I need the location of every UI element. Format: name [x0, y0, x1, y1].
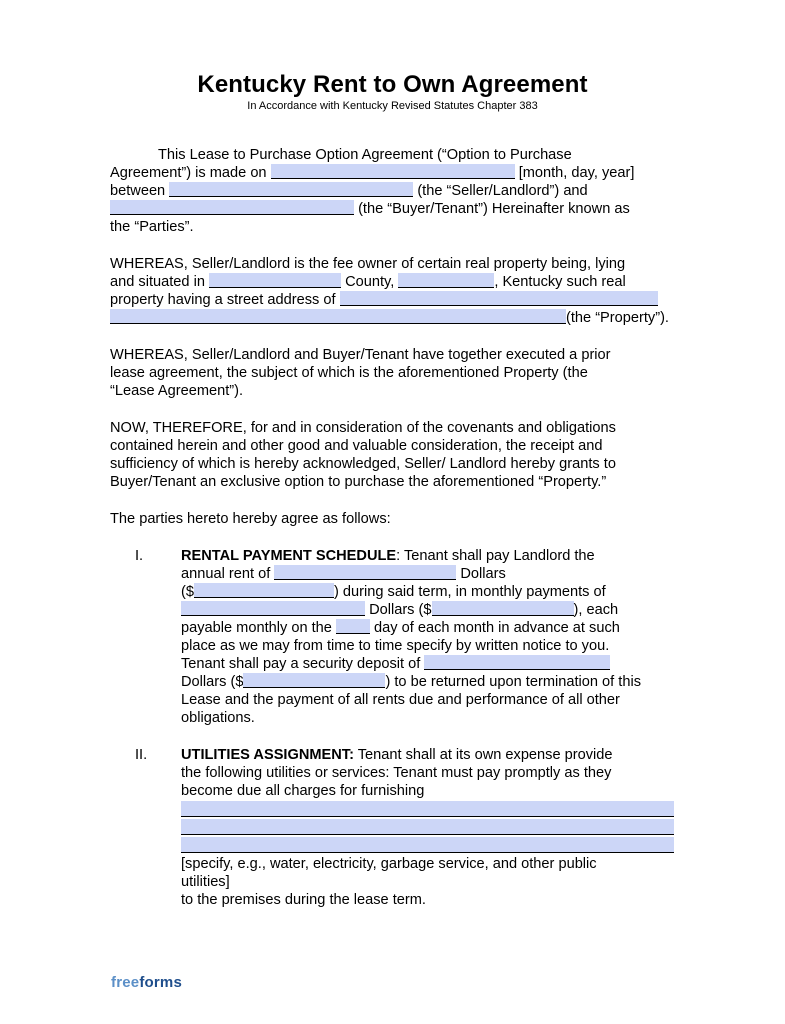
section1-deposit-text: Tenant shall pay a security deposit of	[181, 656, 421, 672]
section1-monthly-text: ) during said term, in monthly payments of	[333, 584, 606, 600]
section1-line-8	[181, 673, 641, 691]
whereas2-line-3: “Lease Agreement”).	[110, 383, 244, 399]
section2-line-6: to the premises during the lease term.	[181, 892, 426, 908]
now-line-1: NOW, THEREFORE, for and in consideration of the covenants and obligations	[110, 420, 616, 436]
intro-between-text: between	[110, 183, 166, 199]
section1-dollar-sign-1: ($	[181, 584, 194, 600]
buyer-name-field[interactable]	[110, 200, 354, 215]
security-deposit-words-field[interactable]	[424, 655, 610, 670]
county-field[interactable]	[209, 273, 341, 288]
logo-forms-text: forms	[139, 974, 183, 991]
whereas1-line-4	[110, 309, 669, 327]
now-line-4: Buyer/Tenant an exclusive option to purchase the aforementioned “Property.”	[110, 474, 607, 490]
logo-free-text: free	[111, 974, 140, 991]
section2-heading: UTILITIES ASSIGNMENT:	[181, 747, 354, 763]
utilities-field-2[interactable]	[181, 819, 674, 835]
now-line-2: contained herein and other good and valuable consideration, the receipt and	[110, 438, 603, 454]
section1-number: I.	[135, 548, 144, 564]
whereas1-property-text: (the “Property”).	[566, 310, 669, 326]
section1-returned-text: ) to be returned upon termination of this	[385, 674, 641, 690]
section1-dollars-paren-text: Dollars ($	[369, 602, 432, 618]
document-subtitle: In Accordance with Kentucky Revised Statutes Chapter 383	[247, 100, 538, 112]
agree-line: The parties hereto hereby agree as follows:	[110, 511, 391, 527]
whereas2-line-2: lease agreement, the subject of which is the aforementioned Property (the	[110, 365, 588, 381]
intro-line-2	[110, 164, 634, 182]
section1-line-9: Lease and the payment of all rents due and performance of all other	[181, 692, 620, 708]
section1-line-1-text: : Tenant shall pay Landlord the	[396, 548, 595, 564]
utilities-field-3[interactable]	[181, 837, 674, 853]
section2-line-4: [specify, e.g., water, electricity, garbage service, and other public	[181, 856, 597, 872]
whereas1-state-text: , Kentucky such real	[494, 274, 626, 290]
monthly-payment-amount-field[interactable]	[432, 601, 574, 616]
section1-line-4	[181, 601, 618, 619]
intro-seller-text: (the “Seller/Landlord”) and	[417, 183, 588, 199]
freeforms-logo	[111, 974, 182, 991]
intro-line-1: This Lease to Purchase Option Agreement (“Option to Purchase	[158, 147, 572, 163]
section1-heading: RENTAL PAYMENT SCHEDULE	[181, 548, 397, 564]
whereas2-line-1: WHEREAS, Seller/Landlord and Buyer/Tenant have together executed a prior	[110, 347, 611, 363]
section1-annual-rent-text: annual rent of	[181, 566, 271, 582]
utilities-field-1[interactable]	[181, 801, 674, 817]
monthly-payment-words-field[interactable]	[181, 601, 365, 616]
intro-date-hint: [month, day, year]	[518, 165, 635, 181]
intro-line-3	[110, 182, 588, 200]
agreement-date-field[interactable]	[271, 164, 515, 179]
whereas1-line-1: WHEREAS, Seller/Landlord is the fee owner of certain real property being, lying	[110, 256, 626, 272]
whereas1-line-3	[110, 291, 658, 309]
payment-day-field[interactable]	[336, 619, 370, 634]
section1-payable-text: payable monthly on the	[181, 620, 332, 636]
section2-line-1-text: Tenant shall at its own expense provide	[353, 747, 613, 763]
annual-rent-amount-field[interactable]	[194, 583, 334, 598]
section2-line-1	[181, 746, 613, 764]
annual-rent-words-field[interactable]	[274, 565, 456, 580]
section1-line-2	[181, 565, 506, 583]
street-address-field-2[interactable]	[110, 309, 566, 324]
section1-line-5	[181, 619, 620, 637]
section1-line-6: place as we may from time to time specify by written notice to you.	[181, 638, 610, 654]
section1-dollars-text: Dollars	[460, 566, 506, 582]
document-title: Kentucky Rent to Own Agreement	[197, 71, 588, 98]
section1-line-10: obligations.	[181, 710, 255, 726]
security-deposit-amount-field[interactable]	[243, 673, 385, 688]
section2-number: II.	[135, 747, 148, 763]
section2-line-3: become due all charges for furnishing	[181, 783, 425, 799]
whereas1-situated-text: and situated in	[110, 274, 205, 290]
whereas1-address-text: property having a street address of	[110, 292, 336, 308]
section2-line-5: utilities]	[181, 874, 230, 890]
section1-line-7	[181, 655, 610, 673]
section2-line-2: the following utilities or services: Tenant must pay promptly as they	[181, 765, 612, 781]
intro-line-5: the “Parties”.	[110, 219, 194, 235]
now-line-3: sufficiency of which is hereby acknowledged, Seller/ Landlord hereby grants to	[110, 456, 616, 472]
section1-line-3	[181, 583, 606, 601]
street-address-field-1[interactable]	[340, 291, 658, 306]
section1-day-text: day of each month in advance at such	[374, 620, 620, 636]
whereas1-county-text: County,	[345, 274, 395, 290]
intro-buyer-text: (the “Buyer/Tenant”) Hereinafter known as	[358, 201, 630, 217]
intro-line-4	[110, 200, 630, 218]
city-field[interactable]	[398, 273, 494, 288]
seller-name-field[interactable]	[169, 182, 413, 197]
section1-each-text: ), each	[573, 602, 619, 618]
whereas1-line-2	[110, 273, 626, 291]
section1-line-1	[181, 547, 595, 565]
intro-made-on-text: Agreement”) is made on	[110, 165, 267, 181]
section1-dollar-sign-2: Dollars ($	[181, 674, 244, 690]
